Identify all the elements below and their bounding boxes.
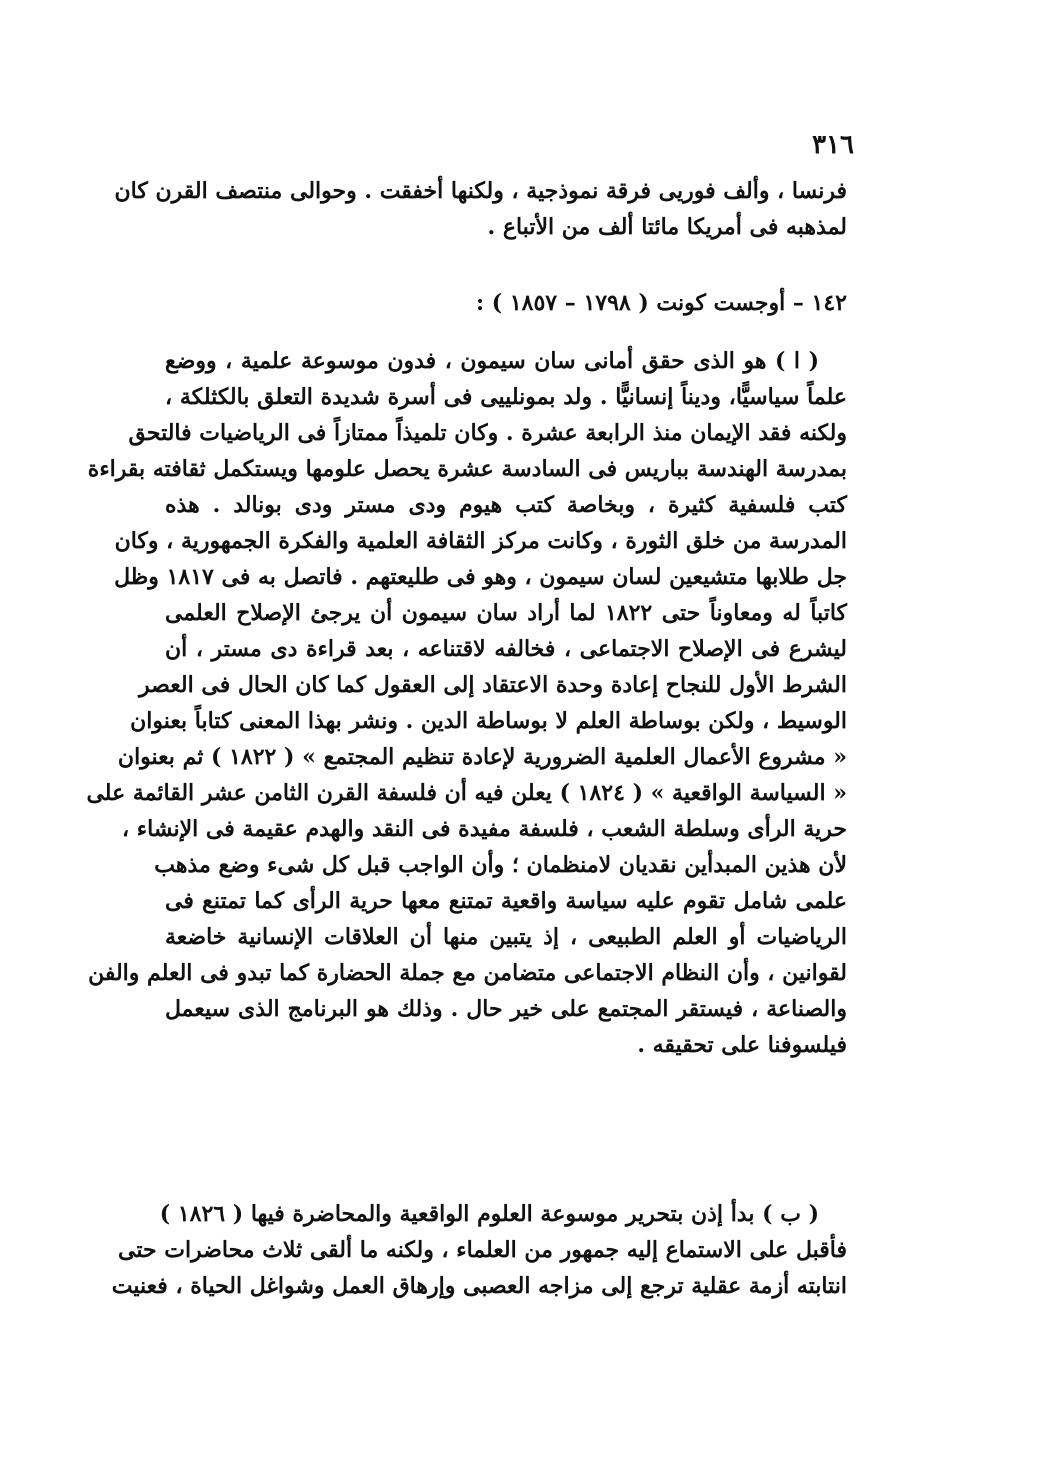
text-line: لأن هذين المبدأين نقديان لامنظمان ؛ وأن الواجب قبل كل شىء وضع مذهب — [154, 852, 847, 878]
text-line: ( ب ) بدأ إذن بتحرير موسوعة العلوم الواقعية والمحاضرة فيها ( ١٨٢٦ ) — [159, 1201, 819, 1227]
text-line: جل طلابها متشيعين لسان سيمون ، وهو فى طليعتهم . فاتصل به فى ١٨١٧ وظل — [114, 564, 847, 590]
text-line: كاتباً له ومعاوناً حتى ١٨٢٢ لما أراد سان سيمون أن يرجئ الإصلاح العلمى — [165, 600, 847, 626]
text-line: علمى شامل تقوم عليه سياسة واقعية تمتنع معها حرية الرأى كما تمتنع فى — [165, 888, 847, 914]
page-number: ٣١٦ — [812, 130, 854, 160]
text-line: « مشروع الأعمال العلمية الضرورية لإعادة تنظيم المجتمع » ( ١٨٢٢ ) ثم بعنوان — [117, 744, 847, 770]
text-line: الرياضيات أو العلم الطبيعى ، إذ يتبين منها أن العلاقات الإنسانية خاضعة — [165, 924, 847, 950]
paragraph-a — [86, 343, 847, 1063]
section-heading: ١٤٢ – أوجست كونت ( ١٧٩٨ – ١٨٥٧ ) : — [475, 290, 847, 316]
text-line: لمذهبه فى أمريكا مائتا ألف من الأتباع . — [487, 214, 847, 240]
text-line: « السياسة الواقعية » ( ١٨٢٤ ) يعلن فيه أن فلسفة القرن الثامن عشر القائمة على — [86, 780, 847, 806]
text-line: فيلسوفنا على تحقيقه . — [637, 1032, 847, 1058]
text-line: والصناعة ، فيستقر المجتمع على خير حال . وذلك هو البرنامج الذى سيعمل — [165, 996, 847, 1022]
text-line: الشرط الأول للنجاح إعادة وحدة الاعتقاد إلى العقول كما كان الحال فى العصر — [139, 672, 847, 698]
text-line: ولكنه فقد الإيمان منذ الرابعة عشرة . وكان تلميذاً ممتازاً فى الرياضيات فالتحق — [128, 420, 847, 446]
paragraph-b — [111, 1196, 847, 1304]
text-line: علماً سياسيًّا، وديناً إنسانيًّا . ولد بمونلييى فى أسرة شديدة التعلق بالكثلكة ، — [165, 384, 847, 410]
text-line: فأقبل على الاستماع إليه جمهور من العلماء ، ولكنه ما ألقى ثلاث محاضرات حتى — [118, 1237, 847, 1263]
text-line: كتب فلسفية كثيرة ، وبخاصة كتب هيوم ودى مستر ودى بونالد . هذه — [165, 492, 847, 518]
text-line: انتابته أزمة عقلية ترجع إلى مزاجه العصبى وإرهاق العمل وشواغل الحياة ، فعنيت — [111, 1273, 847, 1299]
text-line: لقوانين ، وأن النظام الاجتماعى متضامن مع جملة الحضارة كما تبدو فى العلم والفن — [88, 960, 847, 986]
text-line: فرنسا ، وألف فوريى فرقة نموذجية ، ولكنها أخفقت . وحوالى منتصف القرن كان — [114, 178, 847, 204]
intro-paragraph — [114, 173, 847, 245]
text-line: ( ا ) هو الذى حقق أمانى سان سيمون ، فدون موسوعة علمية ، ووضع — [165, 348, 819, 374]
text-line: بمدرسة الهندسة بباريس فى السادسة عشرة يحصل علومها ويستكمل ثقافته بقراءة — [87, 456, 847, 482]
text-line: الوسيط ، ولكن بوساطة العلم لا بوساطة الدين . ونشر بهذا المعنى كتاباً بعنوان — [130, 708, 847, 734]
text-line: حرية الرأى وسلطة الشعب ، فلسفة مفيدة فى النقد والهدم عقيمة فى الإنشاء ، — [122, 816, 847, 842]
text-line: المدرسة من خلق الثورة ، وكانت مركز الثقافة العلمية والفكرة الجمهورية ، وكان — [114, 528, 847, 554]
text-line: ليشرع فى الإصلاح الاجتماعى ، فخالفه لاقتناعه ، بعد قراءة دى مستر ، أن — [165, 636, 847, 662]
